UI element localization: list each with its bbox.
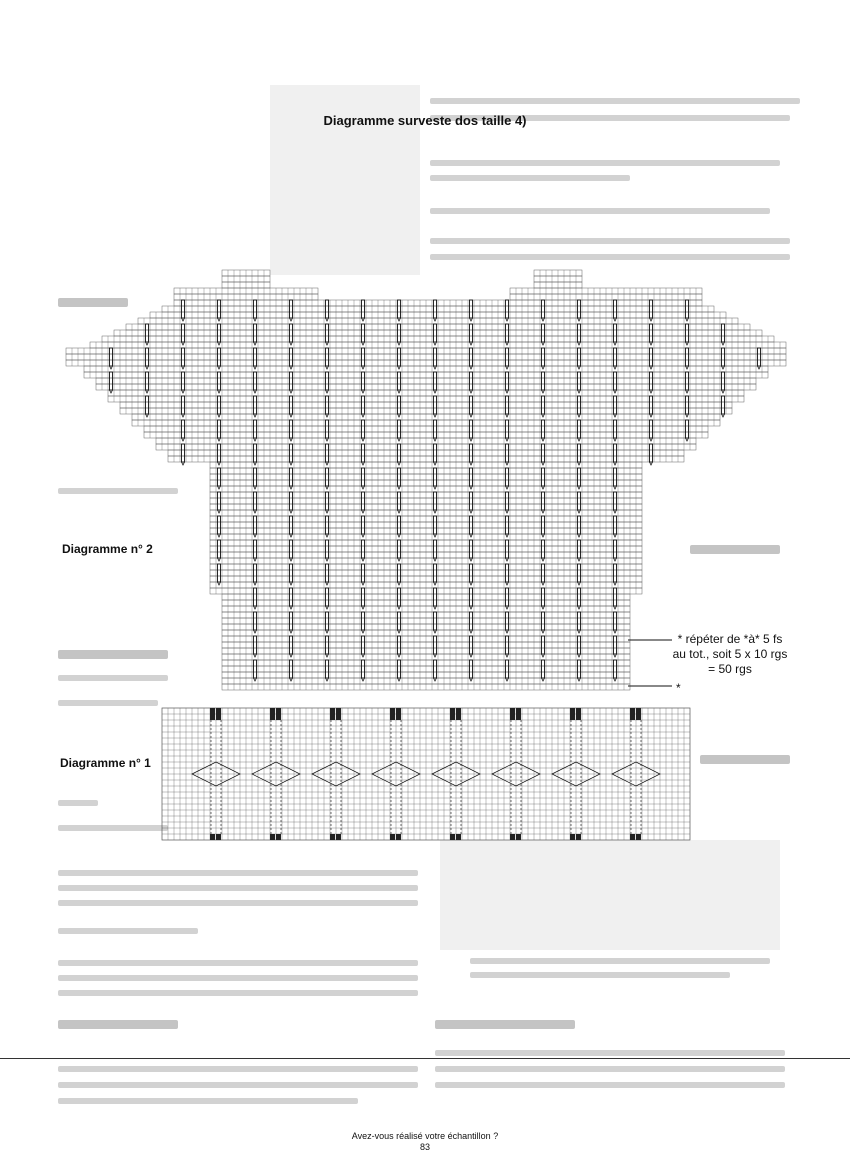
diagram-2-grid — [66, 270, 786, 690]
